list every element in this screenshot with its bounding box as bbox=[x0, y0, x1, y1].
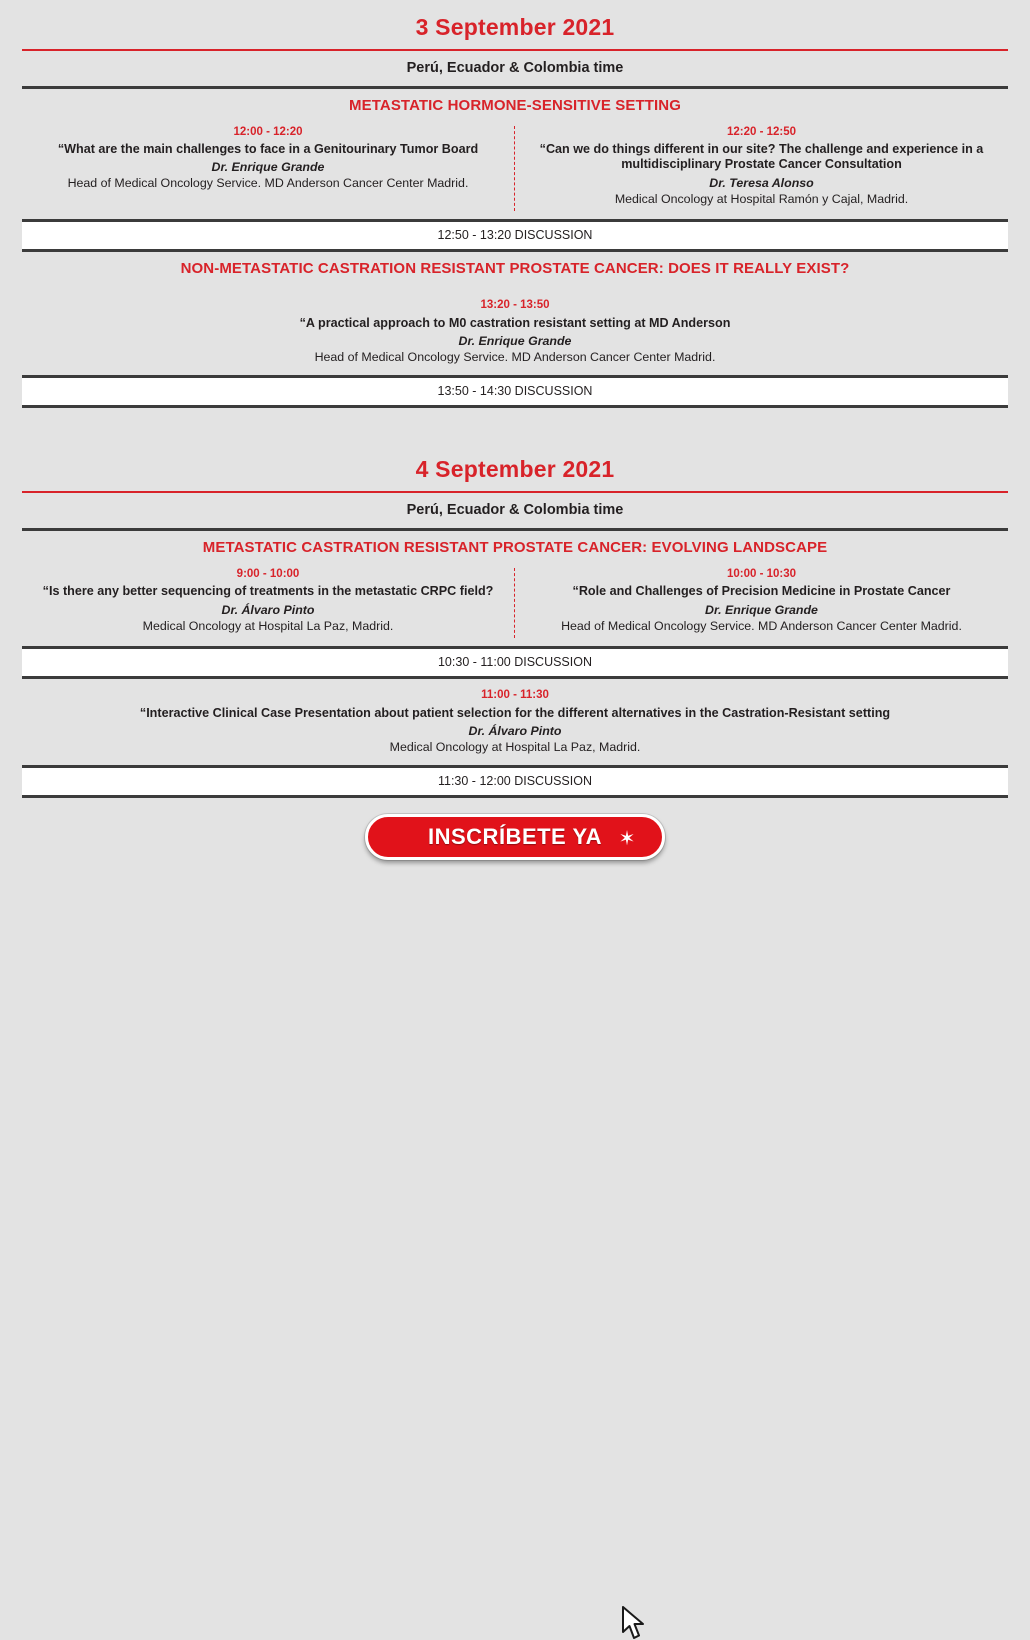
discussion-bar: 10:30 - 11:00 DISCUSSION bbox=[22, 649, 1008, 676]
talk-affiliation: Medical Oncology at Hospital La Paz, Madrid. bbox=[142, 618, 394, 633]
day-2-timezone: Perú, Ecuador & Colombia time bbox=[406, 502, 624, 519]
talk-item bbox=[22, 568, 515, 637]
talk-affiliation: Head of Medical Oncology Service. MD Anderson Cancer Center Madrid. bbox=[561, 618, 962, 633]
day-1-section-1 bbox=[22, 89, 1008, 252]
discussion-bar: 13:50 - 14:30 DISCUSSION bbox=[22, 378, 1008, 405]
day-spacer bbox=[22, 408, 1008, 442]
talk-time: 12:00 - 12:20 bbox=[233, 126, 303, 138]
talk-speaker: Dr. Enrique Grande bbox=[705, 602, 818, 617]
talk-affiliation: Medical Oncology at Hospital La Paz, Madrid. bbox=[389, 740, 641, 755]
day-2-section-2 bbox=[22, 679, 1008, 798]
section-title: METASTATIC CASTRATION RESISTANT PROSTATE CANCER: EVOLVING LANDSCAPE bbox=[202, 539, 828, 557]
day-1-timezone: Perú, Ecuador & Colombia time bbox=[406, 60, 624, 76]
talk-speaker: Dr. Teresa Alonso bbox=[709, 175, 814, 190]
talk-affiliation: Head of Medical Oncology Service. MD Anderson Cancer Center Madrid. bbox=[67, 176, 469, 191]
day-block-1 bbox=[22, 0, 1008, 408]
section-title: METASTATIC HORMONE-SENSITIVE SETTING bbox=[349, 97, 681, 114]
talk-item bbox=[515, 126, 1008, 211]
cta-zone bbox=[22, 798, 1008, 860]
talk-item bbox=[22, 679, 1008, 765]
talk-affiliation: Medical Oncology at Hospital Ramón y Cajal, Madrid. bbox=[614, 191, 909, 206]
talk-title: “Interactive Clinical Case Presentation about patient selection for the different alternatives in the Castration-Resistant setting bbox=[139, 705, 891, 720]
talk-time: 11:00 - 11:30 bbox=[481, 688, 549, 701]
talk-item bbox=[22, 126, 515, 211]
day-1-section-2 bbox=[22, 252, 1008, 408]
talk-speaker: Dr. Enrique Grande bbox=[458, 334, 572, 349]
register-button-label: INSCRÍBETE YA bbox=[428, 824, 602, 850]
talk-title: “Is there any better sequencing of treatments in the metastatic CRPC field? bbox=[42, 584, 494, 599]
day-2-date: 4 September 2021 bbox=[415, 456, 615, 483]
schedule-sheet bbox=[22, 0, 1008, 860]
discussion-bar: 11:30 - 12:00 DISCUSSION bbox=[22, 768, 1008, 795]
talk-columns bbox=[22, 126, 1008, 219]
talk-title: “A practical approach to M0 castration resistant setting at MD Anderson bbox=[299, 315, 731, 330]
talk-columns bbox=[22, 568, 1008, 645]
talk-speaker: Dr. Álvaro Pinto bbox=[221, 602, 315, 617]
talk-item bbox=[22, 289, 1008, 375]
register-button[interactable] bbox=[365, 814, 665, 860]
talk-speaker: Dr. Enrique Grande bbox=[211, 160, 325, 175]
talk-title: “Can we do things different in our site? The challenge and experience in a multidisciplinary Prostate Cancer Consultation bbox=[539, 142, 984, 172]
talk-title: “What are the main challenges to face in a Genitourinary Tumor Board bbox=[57, 142, 479, 156]
talk-title: “Role and Challenges of Precision Medicine in Prostate Cancer bbox=[572, 584, 951, 599]
section-title: NON-METASTATIC CASTRATION RESISTANT PROSTATE CANCER: DOES IT REALLY EXIST? bbox=[180, 259, 850, 277]
mouse-cursor-icon bbox=[621, 1606, 647, 1640]
talk-time: 9:00 - 10:00 bbox=[236, 568, 300, 581]
discussion-bar: 12:50 - 13:20 DISCUSSION bbox=[22, 222, 1008, 249]
talk-time: 12:20 - 12:50 bbox=[726, 126, 797, 138]
day-2-section-1 bbox=[22, 531, 1008, 678]
day-block-2 bbox=[22, 442, 1008, 798]
talk-time: 10:00 - 10:30 bbox=[726, 568, 797, 581]
day-1-date: 3 September 2021 bbox=[415, 14, 615, 40]
talk-affiliation: Head of Medical Oncology Service. MD Anderson Cancer Center Madrid. bbox=[314, 350, 716, 365]
talk-time: 13:20 - 13:50 bbox=[480, 298, 550, 311]
sparkle-icon: ✶ bbox=[618, 828, 636, 851]
talk-item bbox=[515, 568, 1008, 637]
talk-speaker: Dr. Álvaro Pinto bbox=[468, 724, 562, 739]
